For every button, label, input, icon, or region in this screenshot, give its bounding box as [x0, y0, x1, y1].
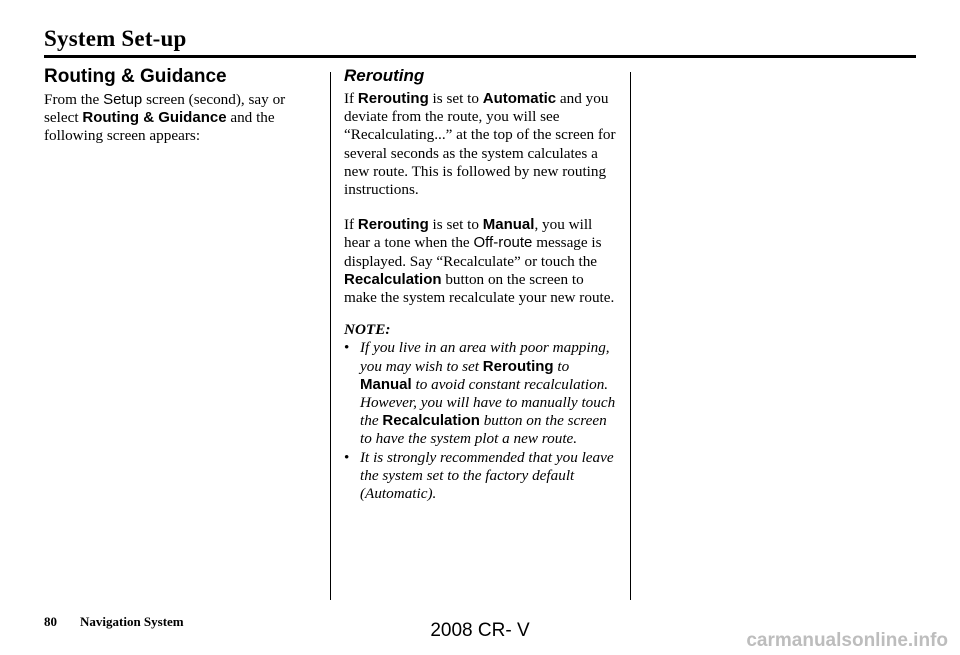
routing-guidance-term: Routing & Guidance	[82, 109, 227, 127]
column-left	[44, 66, 322, 146]
intro-paragraph: From the Setup screen (second), say or select Routing & Guidance and the following screen appears:	[44, 91, 286, 145]
automatic-term: Automatic	[482, 90, 557, 107]
column-divider-1	[330, 72, 331, 600]
bullet-icon: •	[344, 448, 350, 466]
setup-term: Setup	[103, 91, 143, 108]
section-heading-rerouting: Rerouting	[344, 66, 425, 85]
recalculation-term: Recalculation	[382, 412, 480, 430]
rerouting-term: Rerouting	[482, 357, 554, 375]
header-rule	[44, 55, 916, 58]
manual-term: Manual	[360, 375, 412, 393]
watermark: carmanualsonline.info	[746, 630, 948, 651]
recalculation-term: Recalculation	[344, 270, 442, 288]
page-title: System Set-up	[44, 26, 187, 51]
section-heading-routing-guidance: Routing & Guidance	[44, 66, 227, 87]
page-number: 80	[44, 614, 57, 629]
manual-term: Manual	[482, 216, 535, 234]
note-item: • It is strongly recommended that you leave the system set to the factory default (Automatic).	[344, 448, 614, 503]
note-list	[344, 339, 620, 503]
footer-label: Navigation System	[80, 614, 184, 629]
rerouting-automatic-paragraph: If Rerouting is set to Automatic and you deviate from the route, you will see “Recalculating...” at the top of the screen for several seconds as the system calculates a new route. This is followed by new routing instructions.	[344, 90, 616, 199]
column-divider-2	[630, 72, 631, 600]
note-label: NOTE:	[344, 321, 391, 339]
off-route-term: Off-route	[473, 234, 533, 252]
model-label: 2008 CR- V	[430, 620, 530, 641]
rerouting-term: Rerouting	[357, 216, 429, 234]
column-middle	[344, 66, 620, 503]
rerouting-manual-paragraph: If Rerouting is set to Manual, you will hear a tone when the Off-route message is displayed. Say “Recalculate” or touch the Recalculation button on the screen to make the system recalculate your new route.	[344, 216, 615, 307]
bullet-icon: •	[344, 339, 350, 357]
note-item: • If you live in an area with poor mapping, you may wish to set Rerouting to Manual to avoid constant recalculation. However, you will have to manually touch the Recalculation button on the screen to have the system plot a new route.	[344, 339, 616, 448]
rerouting-term: Rerouting	[357, 90, 429, 107]
